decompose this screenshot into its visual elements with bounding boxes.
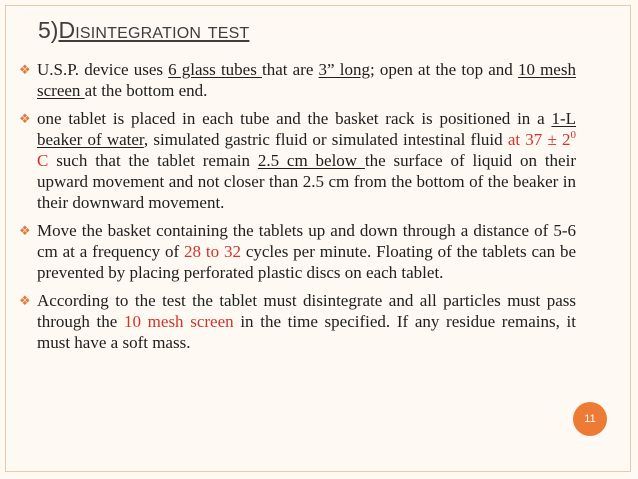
bullet-text — [37, 60, 576, 100]
bullet-item — [18, 220, 576, 283]
bullet-item — [18, 290, 576, 353]
fleuron-bullet-icon: ❖ — [19, 293, 31, 308]
bullet-item — [18, 108, 576, 213]
text-run: the surface of liquid on their upward movement and not closer than 2.5 cm from the bottom of the beaker in their downward movement. — [37, 151, 576, 212]
fleuron-bullet-icon: ❖ — [19, 111, 31, 126]
fleuron-bullet-icon: ❖ — [19, 62, 31, 77]
text-run: one tablet is placed in each tube and the basket rack is positioned in a — [37, 109, 552, 128]
text-run: 3” long — [318, 60, 370, 79]
fleuron-bullet-icon: ❖ — [19, 223, 31, 238]
text-run: cycles per minute. Floating of the tablets can be prevented by placing perforated plastic discs on each tablet. — [37, 242, 576, 282]
bullet-text — [37, 221, 576, 282]
text-run: 10 mesh screen — [37, 60, 576, 100]
text-run: According to the test the tablet must disintegrate and all particles must pass through the — [37, 291, 576, 331]
text-run: 0 — [570, 129, 576, 142]
page-number-badge: 11 — [573, 402, 607, 436]
text-run: at 37 ± 2 — [507, 130, 571, 149]
text-run: , simulated gastric fluid or simulated intestinal fluid — [143, 130, 508, 149]
text-run: such that the tablet remain — [48, 151, 258, 170]
title-main: Disintegration test — [58, 17, 250, 43]
text-run: Move the basket containing the tablets up and down through a distance of 5-6 cm at a frequency of — [37, 221, 576, 261]
text-run: 10 mesh screen — [124, 312, 234, 331]
slide-title — [38, 14, 249, 46]
text-run: 1-L beaker of water — [37, 109, 576, 149]
text-run: 2.5 cm below — [257, 151, 365, 170]
bullet-item — [18, 59, 576, 101]
text-run: that are — [261, 60, 319, 79]
text-run: C — [37, 151, 49, 170]
text-run: at the bottom end. — [84, 81, 208, 100]
text-run: ; open at the top and — [369, 60, 518, 79]
bullet-text — [37, 291, 576, 352]
text-run: in the time specified. If any residue remains, it must have a soft mass. — [37, 312, 576, 352]
text-run: 28 to 32 — [184, 242, 241, 261]
bullet-text — [37, 109, 576, 212]
title-prefix: 5) — [38, 17, 59, 43]
text-run: 6 glass tubes — [168, 60, 262, 79]
text-run: U.S.P. device uses — [37, 60, 169, 79]
bullet-list — [18, 59, 576, 360]
